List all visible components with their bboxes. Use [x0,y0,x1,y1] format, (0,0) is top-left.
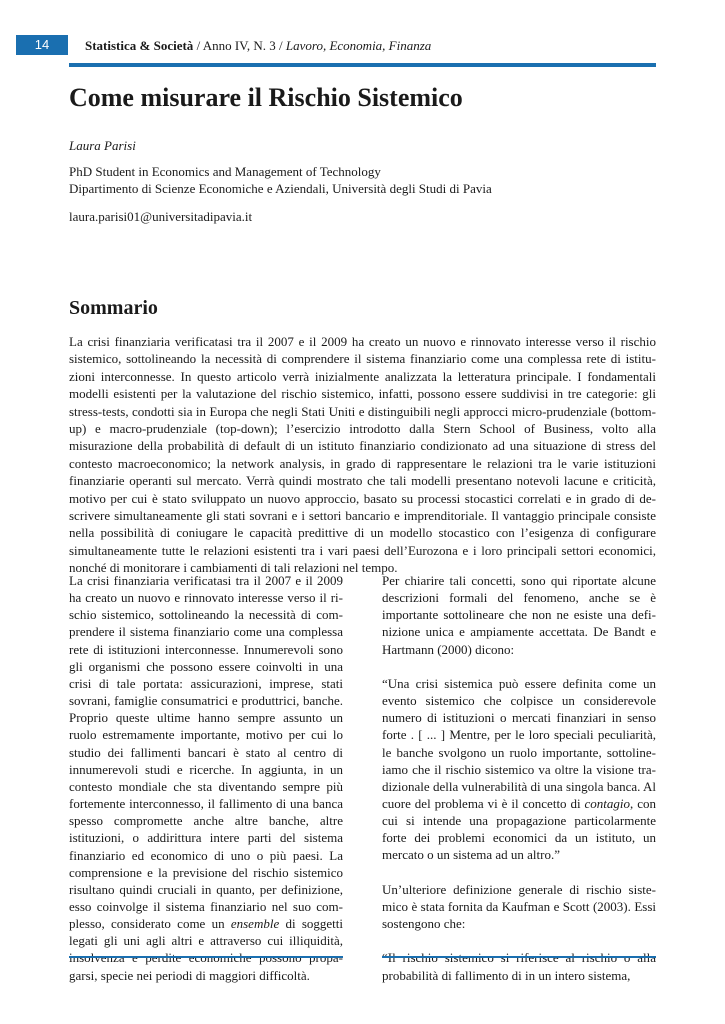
paragraph-text: “Una crisi sistemica può essere definita come un evento sistemico che colpisce un considerevole numero di istituzioni o mercati finanziari in senso forte . [ ... ] Mentre, per le loro speciali peculiarità, le banche svolgono un ruolo importante, sottolineiamo che il rischio sistemico va oltre la visione tradizionale della vulnerabilità di una singola banca. Al cuore del problema vi è il concetto di [382,675,656,812]
footer-rule-left [69,956,343,958]
author-name: Laura Parisi [69,138,136,153]
running-head [85,37,431,55]
emphasis-text: contagio [584,796,631,812]
quote-paragraph: probabilità di fallimento di in un intero sistema, [382,967,631,983]
paragraph-text: di soggetti legati gli uni agli altri e attraverso cui illiquidità, arsi, specie nei periodi di maggiori difficoltà. [69,916,344,983]
paragraph: Un’ulteriore definizione generale di rischio sistemico è stata fornita da Kaufman e Scott (2003). Essi sostengono che: [382,881,656,932]
body-column-left [69,572,343,984]
footer-rule-right [382,956,656,958]
paragraph-text: , con cui si intende una propagazione particolarmente forte dei problemi economici da un istituto, un mercato o un sistema ad un altro.” [382,796,656,863]
abstract-heading: Sommario [69,297,158,319]
section-name: Lavoro, Economia, Finanza [285,38,432,53]
emphasis-text: ensemble [230,916,280,932]
paragraph [69,572,343,984]
journal-name: Statistica & Società [85,38,194,53]
affiliation-line-2: Dipartimento di Scienze Economiche e Aziendali, Università degli Studi di Pavia [69,181,492,196]
body-column-right [382,572,656,984]
header-rule [69,63,656,67]
author-affiliation [69,163,492,197]
paragraph: Per chiarire tali concetti, sono qui riportate alcune descrizioni formali del fenomeno, anche se è importante sottolineare che non ne esiste una definizione unica e ampiamente accettata. De Bandt e Hartmann (2000) dicono: [382,573,656,657]
abstract-text: La crisi finanziaria verificatasi tra il 2007 e il 2009 ha creato un nuovo e rinnovato interesse verso il rischio sistemico, sottolineando la necessità di comprendere il sistema finanziario come una complessa rete di istituzioni interconnesse. In questo articolo verrà inizialmente analizzata la letteratura principale. I fondamentali modelli esistenti per la valutazione del rischio sistemico, infatti, possono essere suddivisi in tre categorie: gli stress-tests, condotti sia in Europa che negli Stati Uniti e distinguibili negli approcci micro-prudenziale (bottom-up) e macro-prudenziale (top-down); l’esercizio introdotto dalla Stern School of Business, volto alla misurazione della probabilità di default di un istituto finanziario condizionato ad una situazione di stress del contesto macroeconomico; la network analysis, in grado di rappresentare le relazioni tra le varie istituzioni finanziarie operanti sul mercato. Verrà quindi mostrato che tali modelli presentano notevoli lacune e criticità, motivo per cui è stato sviluppato un nuovo approccio, basato su processi stocastici correlati e in grado di descrivere simultaneamente gli stati sovrani e i settori bancario e imprenditoriale. Il vantaggio principale consiste nella possibilità di coniugare le capacità predittive di un modello stocastico con l’esigenza di configurare simultaneamente tutte le relazioni esistenti tra i vari paesi dell’Eurozona e i loro principali settori economici, nonché di monitorare i cambiamenti di tali relazioni nel tempo. [69,334,656,576]
affiliation-line-1: PhD Student in Economics and Management of Technology [69,164,381,179]
paragraph-text: La crisi finanziaria verificatasi tra il 2007 e il 2009 ha creato un nuovo e rinnovato interesse verso il rischio sistemico, sottolineando la necessità di comprendere il sistema finanziario come una complessa rete di istituzioni interconnesse. Innumerevoli sono gli organismi che possono essere coinvolti in una crisi di tale portata: assicurazioni, imprese, stati sovrani, famiglie consumatrici e produttrici, banche. Proprio queste ultime hanno sempre assunto un ruolo estremamente importante, motivo per cui lo studio dei fallimenti bancari è stato al centro di innumerevoli studi e ricerche. In aggiunta, in un contesto mondiale che sta diventando sempre più fortemente interconnesso, il fallimento di una banca spesso compromette anche altre banche, altre istituzioni, o addirittura intere parti del sistema finanziario ed economico di uno o più paesi. La comprensione e la previsione del rischio sistemico risultano quindi cruciali in quanto, per definizione, esso coinvolge il sistema finanziario nel suo complesso, considerato come un [69,573,343,932]
author-email: laura.parisi01@universitadipavia.it [69,209,253,224]
issue-info: / Anno IV, N. 3 / [193,38,286,53]
article-title: Come misurare il Rischio Sistemico [69,83,463,112]
quote-paragraph [382,675,656,864]
page-number: 14 [16,35,68,55]
